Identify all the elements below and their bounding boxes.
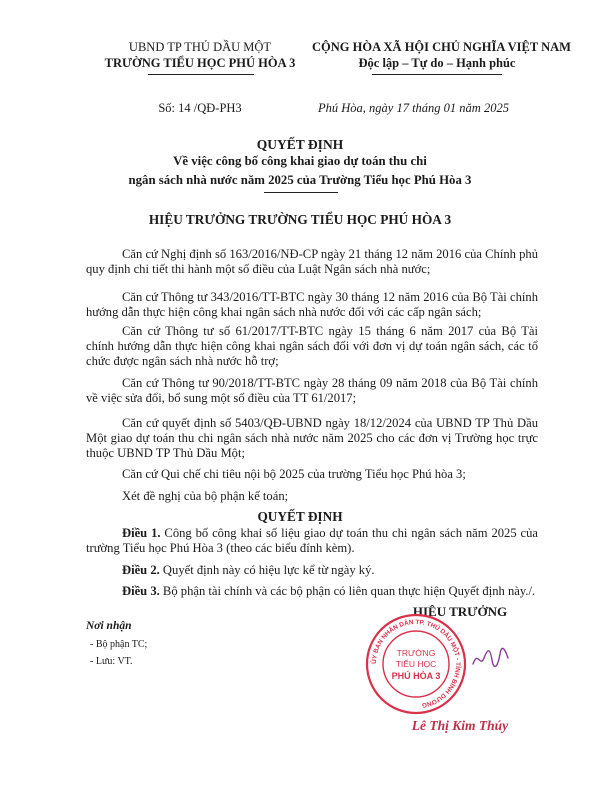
signatory-title: HIỆU TRƯỞNG xyxy=(412,604,508,619)
handwritten-signature xyxy=(470,644,510,672)
document-number: Số: 14 /QĐ-PH3 xyxy=(158,101,242,115)
title-underline xyxy=(264,192,338,193)
national-motto: Độc lập – Tự do – Hạnh phúc xyxy=(358,56,516,70)
article-3 xyxy=(86,584,538,599)
place-and-date: Phú Hòa, ngày 17 tháng 01 năm 2025 xyxy=(318,101,509,115)
document-subject-line2: ngân sách nhà nước năm 2025 của Trường Tiểu học Phú Hòa 3 xyxy=(128,173,472,187)
recipient-item: - Bộ phận TC; xyxy=(90,639,148,650)
legal-basis-7: Xét đề nghị của bộ phận kế toán; xyxy=(122,489,289,503)
issuing-authority-title: HIỆU TRƯỞNG TRƯỜNG TIỂU HỌC PHÚ HÒA 3 xyxy=(148,212,452,227)
legal-basis-4: Căn cứ Thông tư 90/2018/TT-BTC ngày 28 tháng 09 năm 2018 của Bộ Tài chính về việc sửa đổi, bổ sung một số điều của TT 61/2017; xyxy=(86,376,538,405)
legal-basis-5: Căn cứ quyết định số 5403/QĐ-UBND ngày 18/12/2024 của UBND TP Thủ Dầu Một giao dự toán thu chi ngân sách nhà nước năm 2025 cho các đơn vị Trường học trực thuộc UBND TP Thủ Dầu Một; xyxy=(86,416,538,460)
article-1 xyxy=(86,526,538,556)
header-left-underline xyxy=(148,74,254,75)
seal-ring-text: ỦY BAN NHÂN DÂN TP. THỦ DẦU MỘT - TỈNH BÌNH DƯƠNG xyxy=(370,618,462,709)
decision-heading: QUYẾT ĐỊNH xyxy=(257,509,343,524)
recipient-item: - Lưu: VT. xyxy=(90,656,133,667)
article-1-label: Điều 1. xyxy=(122,526,161,540)
signatory-name: Lê Thị Kim Thúy xyxy=(411,718,509,733)
seal-center-line2: TIỂU HỌC xyxy=(395,659,437,669)
article-2-label: Điều 2. xyxy=(122,563,160,577)
article-2 xyxy=(86,563,538,578)
seal-center-line1: TRƯỜNG xyxy=(396,648,436,658)
legal-basis-1: Căn cứ Nghị định số 163/2016/NĐ-CP ngày 21 tháng 12 năm 2016 của Chính phủ quy định chi tiết thi hành một số điều của Luật Ngân sách nhà nước; xyxy=(86,247,538,276)
legal-basis-2: Căn cứ Thông tư 343/2016/TT-BTC ngày 30 tháng 12 năm 2016 của Bộ Tài chính hướng dẫn thực hiện công khai ngân sách nhà nước đối với các cấp ngân sách; xyxy=(86,290,538,319)
national-title: CỘNG HÒA XÃ HỘI CHỦ NGHĨA VIỆT NAM xyxy=(312,40,571,54)
document-type: QUYẾT ĐỊNH xyxy=(256,137,344,152)
article-2-text: Quyết định này có hiệu lực kể từ ngày ký. xyxy=(159,563,375,577)
document-subject-line1: Về việc công bố công khai giao dự toán thu chi xyxy=(173,154,427,168)
article-3-text: Bộ phận tài chính và các bộ phận có liên quan thực hiện Quyết định này./. xyxy=(159,584,536,598)
article-1-text: Công bố công khai số liệu giao dự toán thu chi ngân sách năm 2025 của trường Tiểu học Phú Hòa 3 (theo các biểu đính kèm). xyxy=(86,526,538,555)
legal-basis-6: Căn cứ Qui chế chi tiêu nội bộ 2025 của trường Tiểu học Phú hòa 3; xyxy=(122,467,466,481)
seal-center-line3: PHÚ HÒA 3 xyxy=(391,671,441,681)
issuing-authority: UBND TP THỦ DẦU MỘT xyxy=(128,40,272,54)
recipients-heading: Nơi nhận xyxy=(86,620,132,632)
official-seal xyxy=(364,612,468,716)
school-name-header: TRƯỜNG TIỂU HỌC PHÚ HÒA 3 xyxy=(104,56,296,70)
header-right-underline xyxy=(372,74,502,75)
article-3-label: Điều 3. xyxy=(122,584,160,598)
legal-basis-3: Căn cứ Thông tư số 61/2017/TT-BTC ngày 15 tháng 6 năm 2017 của Bộ Tài chính hướng dẫn thực hiện công khai ngân sách đối với đơn vị dự toán ngân sách, các tổ chức được ngân sách nhà nước hỗ trợ; xyxy=(86,324,538,368)
